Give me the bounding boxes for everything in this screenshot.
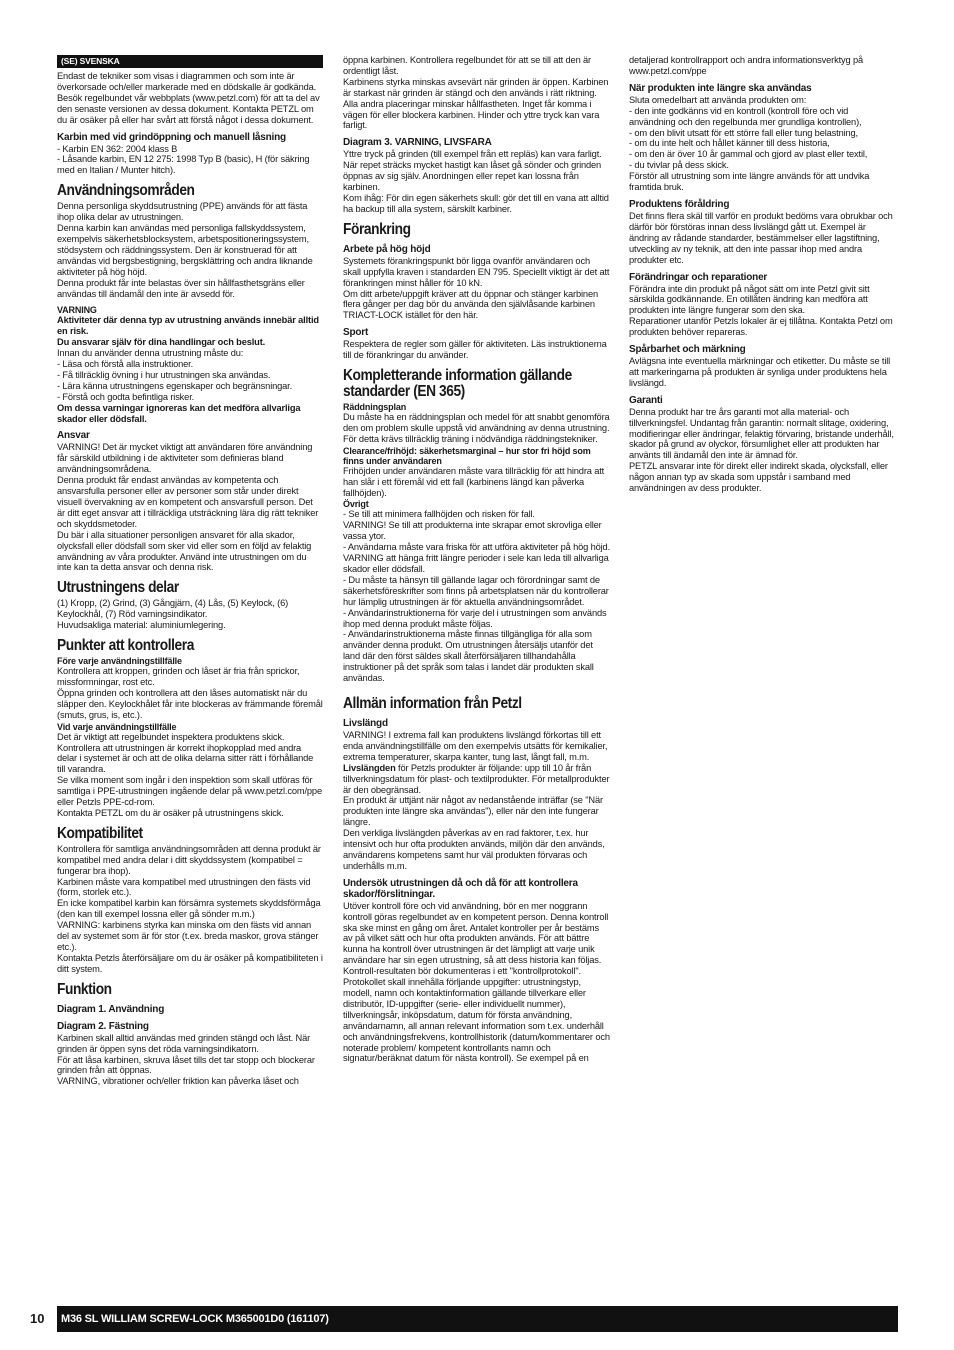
livslangd-heading: Livslängd [343, 717, 388, 729]
undersok-heading: Undersök utrustningen då och då för att kontrollera skador/förslitningar. [343, 877, 578, 900]
forandringar-heading: Förändringar och reparationer [629, 271, 768, 283]
varning-heading: VARNING [57, 305, 97, 316]
intro-text: Endast de tekniker som visas i diagrammen och som inte är överkorsade och/eller markerade med en dödskalle är godkända. Besök regelbundet vår webbplats (www.petzl.com) för att ta del av den senaste versionen av dessa dokument. Kontakta PETZL om du är osäker på eller har svårt att förstå något i dessa dokument. [57, 71, 320, 125]
raddningsplan-heading: Räddningsplan [343, 402, 407, 413]
column-3 [629, 55, 897, 494]
ovrigt-text: - Se till att minimera fallhöjden och risken för fall. VARNING! Se till att produkterna inte skrapar emot skrovliga eller vassa ytor. - Användarna måste vara friska för att utföra aktiviteter på hög höjd. VARNING att hänga fritt längre perioder i sele kan leda till allvarliga skador eller dödsfall. - Du måste ta hänsyn till gällande lagar och förordningar samt de säkerhetsföreskrifter som finns på arbetsplatsen när du kontrollerar hur lämplig utrustningen är för aktuella användningsområdet. - Användarinstruktionerna för varje del i utrustningen som används ihop med denna produkt måste följas. - Användarinstruktionerna måste finnas tillgängliga för alla som använder denna produkt. Om utrustningen återsäljs utanför det land där den först säldes skall återförsäljaren tillhandahålla instruktioner på det språk som talas i landet där produkten skall användas. [343, 509, 611, 684]
anvandningsomraden-text: Denna personliga skyddsutrustning (PPE) används för att fästa ihop olika delar av utrustningen. Denna karbin kan användas med personliga fallskyddssystem, exempelvis säkerhetsblocksystem, arbetspositioneringssystem, stödsystem och räddningssystem. Den är konstruerad för att användas vid bergsbestigning, bergsklättring och andra liknande aktiviteter på hög höjd. Denna produkt får inte belastas över sin hållfasthetsgräns eller användas till ändamål den inte är avsedd för. [57, 201, 313, 299]
arbete-heading: Arbete på hög höjd [343, 243, 431, 255]
vid-heading: Vid varje användningstillfälle [57, 721, 177, 732]
garanti-heading: Garanti [629, 394, 663, 406]
punkter-heading: Punkter att kontrollera [57, 637, 194, 655]
clearance-text: Frihöjden under användaren måste vara tillräcklig för att hindra att han slår i ett föremål vid ett fall (karbinens längd kan påverka fallhöjden). [343, 465, 605, 498]
kompletterande-heading: Kompletterande information gällande standarder (EN 365) [343, 367, 572, 401]
kompatibilitet-heading: Kompatibilitet [57, 824, 143, 842]
diagram-2-heading: Diagram 2. Fästning [57, 1020, 149, 1032]
sparbarhet-text: Avlägsna inte eventuella märkningar och etiketter. Du måste se till att markeringarna på produkten är synliga under produktens hela livslängd. [629, 356, 891, 388]
fore-heading: Före varje användningstillfälle [57, 656, 182, 667]
nar-text: Sluta omedelbart att använda produkten om: - den inte godkänns vid en kontroll (kontroll före och vid användning och den regelbunda mer grundliga kontrollen), - om den blivit utsatt för ett större fall eller tung belastning, - om du inte helt och hållet känner till dess historia, - om den är över 10 år gammal och gjord av plast eller textil, - du tvivlar på dess skick. Förstör all utrustning som inte längre används för att undvika framtida bruk. [629, 94, 870, 193]
karbin-text: - Karbin EN 362: 2004 klass B - Låsande karbin, EN 12 275: 1998 Typ B (basic), H (för säkring med en Italian / Munter hitch). [57, 143, 310, 176]
foraldring-heading: Produktens föråldring [629, 198, 730, 210]
anvandningsomraden-heading: Användningsområden [57, 182, 195, 200]
funktion-heading: Funktion [57, 980, 112, 998]
diagram-3-heading: Diagram 3. VARNING, LIVSFARA [343, 137, 492, 149]
page-number: 10 [30, 1311, 45, 1326]
language-header: (SE) SVENSKA [57, 55, 323, 68]
column-2 [343, 55, 610, 1064]
ansvar-text: VARNING! Det är mycket viktigt att användaren före användning får särskild utbildning i de aktiviteter som definieras bland användningsområdena. Denna produkt får endast användas av kompetenta och ansvarsfulla personer eller av personer som står under direkt visuell övervakning av en kompetent och ansvarsfull person. Det är ditt eget ansvar att i tillräckliga utsträckning lära dig rätt tekniker och skyddsmetoder. Du bär i alla situationer personligen ansvaret för alla skador, olycksfall eller dödsfall som sker vid eller som en följd av felaktig användning av våra produkter. Använd inte utrustningen om du inte kan ta detta ansvar och denna risk. [57, 442, 319, 573]
diagram-2-text: Karbinen skall alltid användas med grinden stängd och låst. När grinden är öppen syns det röda varningsindikatorn. För att låsa karbinen, skruva låset tills det tar stopp och blockerar grinden från att öppnas. VARNING, vibrationer och/eller friktion kan påverka låset och [57, 1032, 315, 1087]
ansvar-heading: Ansvar [57, 430, 90, 442]
livslangd-rest: för Petzls produkter är följande: upp till 10 år från tillverkningsdatum för plast- och textilprodukter. För metallprodukter är den obegränsad. En produkt är uttjänt när något av nedanstående inträffar (se "När produkten inte längre ska användas"), eller när den inte fungerar längre. Den verkliga livslängden påverkas av en rad faktorer, t.ex. hur intensivt och hur ofta produkten används, miljön där den används, användarens kompetens samt hur väl produkten förvaras och underhålls m.m. [343, 762, 610, 871]
livslangd-bold: Livslängden [343, 762, 396, 773]
raddningsplan-text: Du måste ha en räddningsplan och medel för att snabbt genomföra den om problem skulle uppstå vid användning av denna utrustning. För detta krävs tillräcklig träning i nödvändiga räddningstekniker. [343, 412, 610, 444]
ovrigt-heading: Övrigt [343, 499, 369, 510]
foraldring-text: Det finns flera skäl till varför en produkt bedöms vara obrukbar och därför bör förstöras innan dess livslängd gått ut. Exempel är ändring av rådande standarder, bestämmelser eller lagstiftning, utveckling av ny teknik, att den inte passar ihop med andra produkter etc. [629, 210, 893, 265]
sport-heading: Sport [343, 327, 369, 339]
varning-bold-2: Du ansvarar själv för dina handlingar och beslut. [57, 337, 266, 348]
nar-heading: När produkten inte längre ska användas [629, 82, 812, 94]
footer-bar: M36 SL WILLIAM SCREW-LOCK M365001D0 (161107) [57, 1306, 898, 1332]
varning-bold-1: Aktiviteter där denna typ av utrustning används innebär alltid en risk. [57, 315, 319, 337]
diagram-3-text: Yttre tryck på grinden (till exempel från ett repläs) kan vara farligt. När repet sträcks mycket hastigt kan låset gå sönder och grinden öppnas av sig själv. Anordningen eller repet kan lossna från karbinen. Kom ihåg: För din egen säkerhets skull: gör det till en vana att alltid ha backup till alla system, särskilt karbiner. [343, 149, 609, 214]
arbete-text: Systemets förankringspunkt bör ligga ovanför användaren och skall uppfylla kraven i standarden EN 795. Speciellt viktigt är det att förankringen minst håller för 10 kN. Om ditt arbete/uppgift kräver att du öppnar och stänger karbinen flera gånger per dag bör du använda den självlåsande karbinen TRIACT-LOCK istället för den här. [343, 255, 610, 321]
undersok-text: Utöver kontroll före och vid användning, bör en mer noggrann kontroll göras regelbundet av en kompetent person. Denna kontroll ska ske minst en gång om året. Antalet kontroller per år bestäms av på vilket sätt och hur ofta produkten används. För att bättre kunna ha kontroll över utrustningen är det lämpligt att varje unik användare har sin egen utrustning, så att dess historia kan följas. Kontroll-resultaten bör dokumenteras i ett "kontrollprotokoll". Protokollet skall innehålla förljande uppgifter: utrustningstyp, modell, namn och kontaktinformation gällande tillverkare eller distributör, ID-uppgifter (serie- eller individuellt nummer), tillverkningsår, inköpsdatum, datum för första användning, användarnamn, all annan relevant information som t.ex. underhåll och användningsfrekvens, kontrollhistorik (datum/kommentarer och noterade problem/ kompetent kontrollants namn och signatur/beräknat datum för nästa kontroll). Se exempel på en [343, 900, 610, 1064]
sport-text: Respektera de regler som gäller för aktiviteten. Läs instruktionerna till de förankringar du använder. [343, 339, 607, 361]
fore-text: Kontrollera att kroppen, grinden och låset är fria från sprickor, missformningar, rost etc. Öppna grinden och kontrollera att den låses automatiskt när du släpper den. Keylockhålet får inte blockeras av främmande föremål (smuts, grus, is, etc.). [57, 666, 323, 720]
vid-text: Det är viktigt att regelbundet inspektera produktens skick. Kontrollera att utrustningen är korrekt ihopkopplad med andra delar i systemet är och att de olika delarna sitter rätt i förhållande till varandra. Se vilka moment som ingår i den inspektion som skall utföras för samtliga i PPE-utrustningen ingående delar på www.petzl.com/ppe eller Petzls PPE-cd-rom. Kontakta PETZL om du är osäker på utrustningens skick. [57, 731, 322, 818]
delar-text: (1) Kropp, (2) Grind, (3) Gångjärn, (4) Lås, (5) Keylock, (6) Keylockhål, (7) Röd varningsindikator. Huvudsakliga material: aluminiumlegering. [57, 598, 289, 631]
column-1 [57, 55, 323, 1087]
forandringar-text: Förändra inte din produkt på något sätt om inte Petzl givit sitt särskilda godkännande. En otillåten ändring kan medföra att produkten inte längre fungerar som den ska. Reparationer utanför Petzls lokaler är ej tillåtna. Kontakta Petzl om produkten behöver repareras. [629, 283, 893, 338]
sparbarhet-heading: Spårbarhet och märkning [629, 344, 746, 356]
diagram-1-heading: Diagram 1. Användning [57, 1003, 165, 1015]
continued-text: öppna karbinen. Kontrollera regelbundet för att se till att den är ordentligt låst. Karbinens styrka minskas avsevärt när grinden är öppen. Karbinen är starkast när grinden är stängd och den används i rätt riktning. Alla andra placeringar minskar hållfastheten. Inget får komma i vägen för eller blockera karbinen. Hinder och yttre tryck kan vara farligt. [343, 55, 609, 131]
allman-heading: Allmän information från Petzl [343, 694, 522, 712]
karbin-heading: Karbin med vid grindöppning och manuell låsning [57, 131, 286, 143]
livslangd-text-2 [343, 763, 610, 872]
forankring-heading: Förankring [343, 220, 411, 238]
delar-heading: Utrustningens delar [57, 579, 179, 597]
continued-text-3: detaljerad kontrollrapport och andra informationsverktyg på www.petzl.com/ppe [629, 55, 864, 76]
clearance-heading: Clearance/frihöjd: säkerhetsmarginal – hur stor fri höjd som finns under användaren [343, 445, 591, 466]
garanti-text: Denna produkt har tre års garanti mot alla material- och tillverkningsfel. Undantag från garantin: normalt slitage, oxidering, modifieringar eller ändringar, felaktig förvaring, bristande underhåll, skador på grund av olyckor, försumlighet eller att produkten har använts till ändamål den inte är ämnad för. PETZL ansvarar inte för direkt eller indirekt skada, olycksfall, eller någon annan typ av skada som uppstår i samband med användningen av dess produkter. [629, 406, 894, 494]
kompatibilitet-text: Kontrollera för samtliga användningsområden att denna produkt är kompatibel med andra delar i ditt skyddssystem (kompatibel = fungerar bra ihop). Karbinen måste vara kompatibel med utrustningen den fästs vid (form, storlek etc.). En icke kompatibel karbin kan försämra systemets skyddsförmåga (den kan till exempel lossna eller gå sönder m.m.) VARNING: karbinens styrka kan minska om den fästs vid annan del av systemet som är för stor (t.ex. breda maskor, grova stänger etc.). Kontakta Petzls återförsäljare om du är osäker på kompatibiliteten i ditt system. [57, 843, 323, 974]
varning-text: Innan du använder denna utrustning måste du: - Läsa och förstå alla instruktioner. - Få tillräcklig övning i hur utrustningen ska användas. - Lära känna utrustningens egenskaper och begränsningar. - Förstå och godta befintliga risker. [57, 348, 293, 402]
varning-bold-3: Om dessa varningar ignoreras kan det medföra allvarliga skador eller dödsfall. [57, 402, 301, 424]
livslangd-text: VARNING! I extrema fall kan produktens livslängd förkortas till ett enda användningstillfälle om den exempelvis utsätts för kemikalier, extrema temperaturer, skarpa kanter, tung last, långt fall, m.m. [343, 729, 608, 762]
